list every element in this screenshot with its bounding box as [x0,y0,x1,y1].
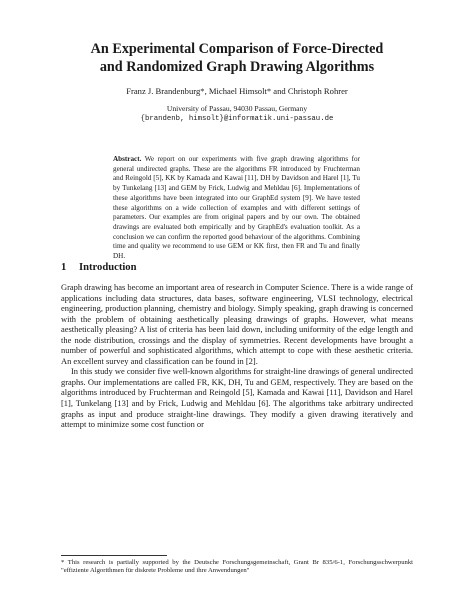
section-heading [61,261,137,274]
abstract-label: Abstract. [113,155,142,163]
author-list: Franz J. Brandenburg*, Michael Himsolt* and Christoph Rohrer [126,86,348,96]
affiliation [60,104,414,124]
footnote-rule [61,555,167,556]
paper-title [60,40,414,76]
affiliation-address: University of Passau, 94030 Passau, Germany [166,104,308,113]
body-text [61,282,413,430]
section-number: 1 [61,262,67,273]
title-line-2: and Randomized Graph Drawing Algorithms [99,59,375,75]
body-paragraph-2: In this study we consider five well-known algorithms for straight-line drawings of general undirected graphs. Our implementations are called FR, KK, DH, Tu and GEM, respectively. They are based on the algorithms introduced by Fruchterman and Reingold [5], Kamada and Kawai [11], Davidson and Harel [1], Tunkelang [13] and by Frick, Ludwig and Mehldau [6]. The algorithms take arbitrary undirected graphs as input and produce straight-line drawings. They modify a given drawing iteratively and attempt to minimize some cost function or [61,366,413,430]
section-title: Introduction [79,262,137,273]
footnote: * This research is partially supported by the Deutsche Forschungsgemeinschaft, Grant Br 835/6-1, Forschungsschwerpunkt "effiziente Algorithmen für diskrete Probleme und ihre Anwendungen" [61,559,413,575]
affiliation-email: {brandenb, himsolt}@informatik.uni-passau.de [140,115,334,123]
title-line-1: An Experimental Comparison of Force-Directed [90,41,384,57]
body-paragraph-1: Graph drawing has become an important area of research in Computer Science. There is a wide range of applications including data structures, data bases, software engineering, VLSI technology, electrical engineering, production planning, chemistry and biology. Simply speaking, graph drawing is concerned with the problem of obtaining aesthetically pleasing drawings of graphs. However, what means aesthetically pleasing? A list of criteria has been laid down, including uniformity of the edge length and the node distribution, crossings and the display of symmetries. Recent developments have brought a number of powerful and sophisticated algorithms, which attempt to cope with these aesthetic criteria. An excellent survey and classification can be found in [2]. [61,282,413,366]
abstract [113,155,360,262]
abstract-text: We report on our experiments with five graph drawing algorithms for general undirected graphs. These are the algorithms FR introduced by Fruchterman and Reingold [5], KK by Kamada and Kawai [11], DH by Davidson and Harel [1], Tu by Tunkelang [13] and GEM by Frick, Ludwig and Mehldau [6]. Implementations of these algorithms have been integrated into our GraphEd system [9]. We have tested these algorithms on a wide collection of examples and with different settings of parameters. Our examples are from original papers and by our own. The obtained drawings are evaluated both empirically and by GraphEd's evaluation toolkit. As a conclusion we can confirm the reported good behaviour of the algorithms. Combining time and quality we recommend to use GEM or KK first, then FR and Tu and finally DH. [113,155,360,261]
